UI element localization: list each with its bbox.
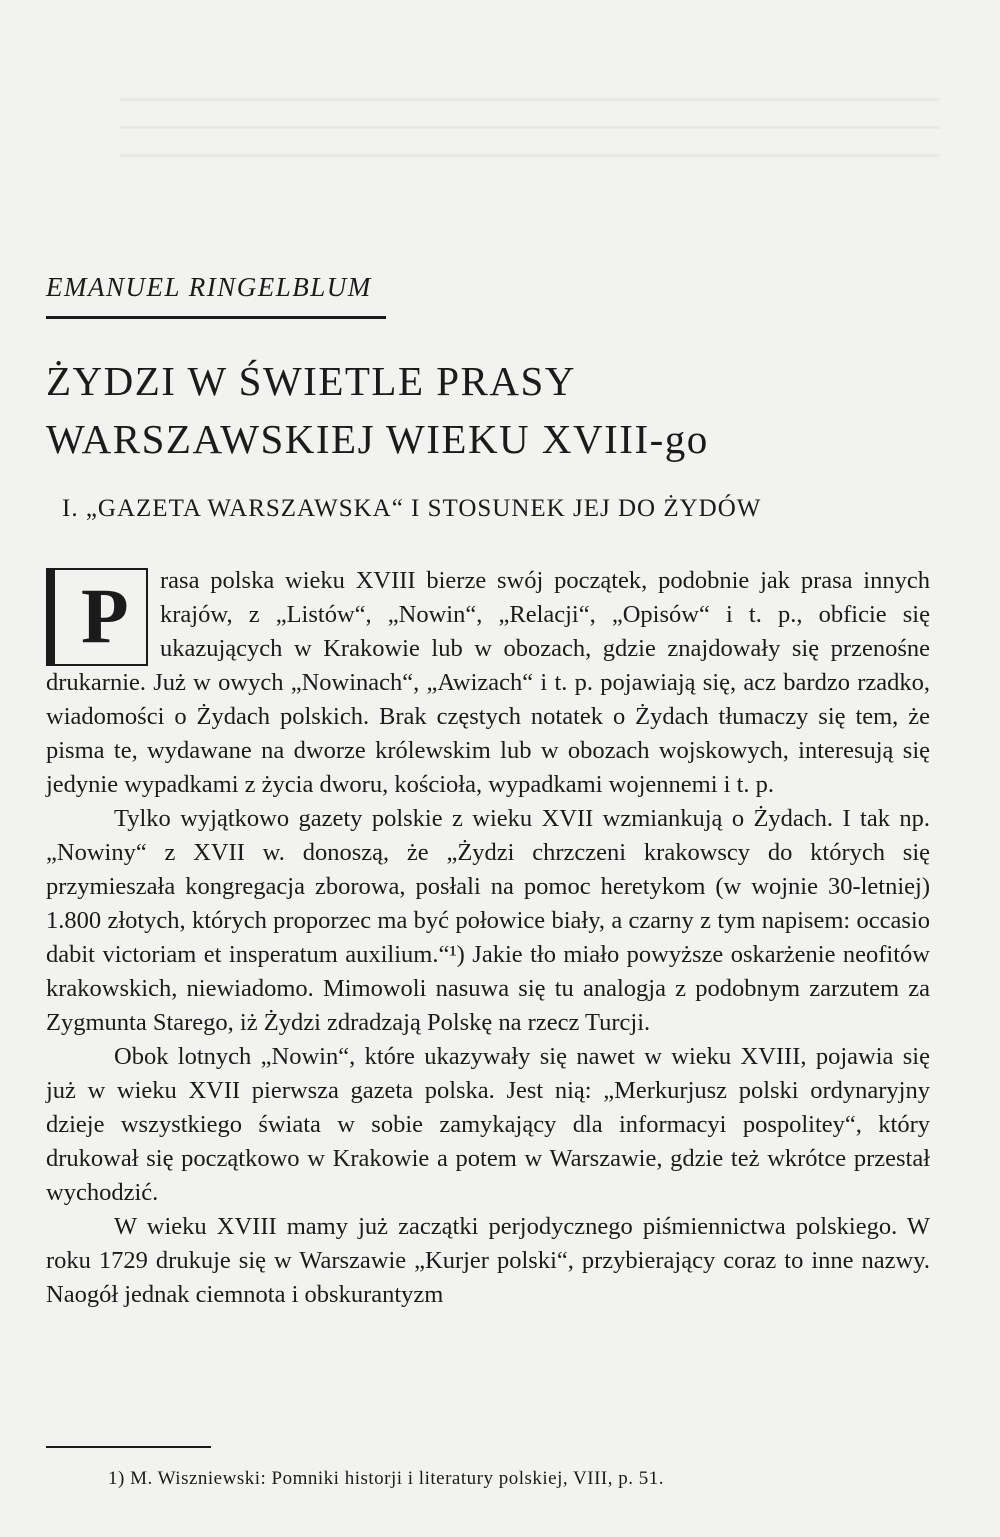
paragraph-1 (46, 564, 930, 802)
paragraph-1-text: rasa polska wieku XVIII bierze swój początek, podobnie jak prasa innych krajów, z „Listów“, „Nowin“, „Relacji“, „Opisów“ i t. p., obficie się ukazujących w Krakowie lub w obozach, gdzie znajdowały się przenośne drukarnie. Już w owych „Nowinach“, „Awizach“ i t. p. pojawiają się, acz bardzo rzadko, wiadomości o Żydach polskich. Brak częstych notatek o Żydach tłumaczy się tem, że pisma te, wydawane na dworze królewskim lub w obozach wojskowych, interesują się jedynie wypadkami z życia dworu, kościoła, wypadkami wojennemi i t. p. (46, 567, 930, 798)
drop-cap (46, 568, 148, 666)
footnote-separator (46, 1446, 211, 1448)
article-title (46, 352, 709, 468)
paragraph-4: W wieku XVIII mamy już zaczątki perjodycznego piśmiennictwa polskiego. W roku 1729 drukuje się w Warszawie „Kurjer polski“, przybierający coraz to inne nazwy. Naogół jednak ciemnota i obskurantyzm (46, 1213, 930, 1308)
author-name: EMANUEL RINGELBLUM (46, 272, 372, 302)
paragraph-2: Tylko wyjątkowo gazety polskie z wieku XVII wzmiankują o Żydach. I tak np. „Nowiny“ z XVII w. donoszą, że „Żydzi chrzczeni krakowscy do których się przymieszała kongregacja zborowa, posłali na pomoc heretykom (w wojnie 30-letniej) 1.800 złotych, których proporzec ma być połowice biały, a czarny z tym napisem: occasio dabit victoriam et insperatum auxilium.“¹) Jakie tło miało powyższe oskarżenie neofitów krakowskich, niewiadomo. Mimowoli nasuwa się tu analogja z podobnym zarzutem za Zygmunta Starego, iż Żydzi zdradzają Polskę na rzecz Turcji. (46, 805, 930, 1036)
drop-cap-letter: P (81, 572, 129, 659)
article-body (46, 564, 930, 1312)
footnote: 1) M. Wiszniewski: Pomniki historji i literatury polskiej, VIII, p. 51. (108, 1468, 664, 1489)
section-heading: I. „GAZETA WARSZAWSKA“ I STOSUNEK JEJ DO ŻYDÓW (62, 495, 762, 522)
paragraph-3: Obok lotnych „Nowin“, które ukazywały się nawet w wieku XVIII, pojawia się już w wieku XVII pierwsza gazeta polska. Jest nią: „Merkurjusz polski ordynaryjny dzieje wszystkiego świata w sobie zamykający dla informacyi pospolitey“, który drukował się początkowo w Krakowie a potem w Warszawie, gdzie też wkrótce przestał wychodzić. (46, 1043, 930, 1206)
bleed-through-shadow (120, 98, 940, 178)
title-line-1: ŻYDZI W ŚWIETLE PRASY (46, 358, 576, 404)
title-line-2: WARSZAWSKIEJ WIEKU XVIII-go (46, 416, 709, 462)
author-underline (46, 316, 386, 319)
